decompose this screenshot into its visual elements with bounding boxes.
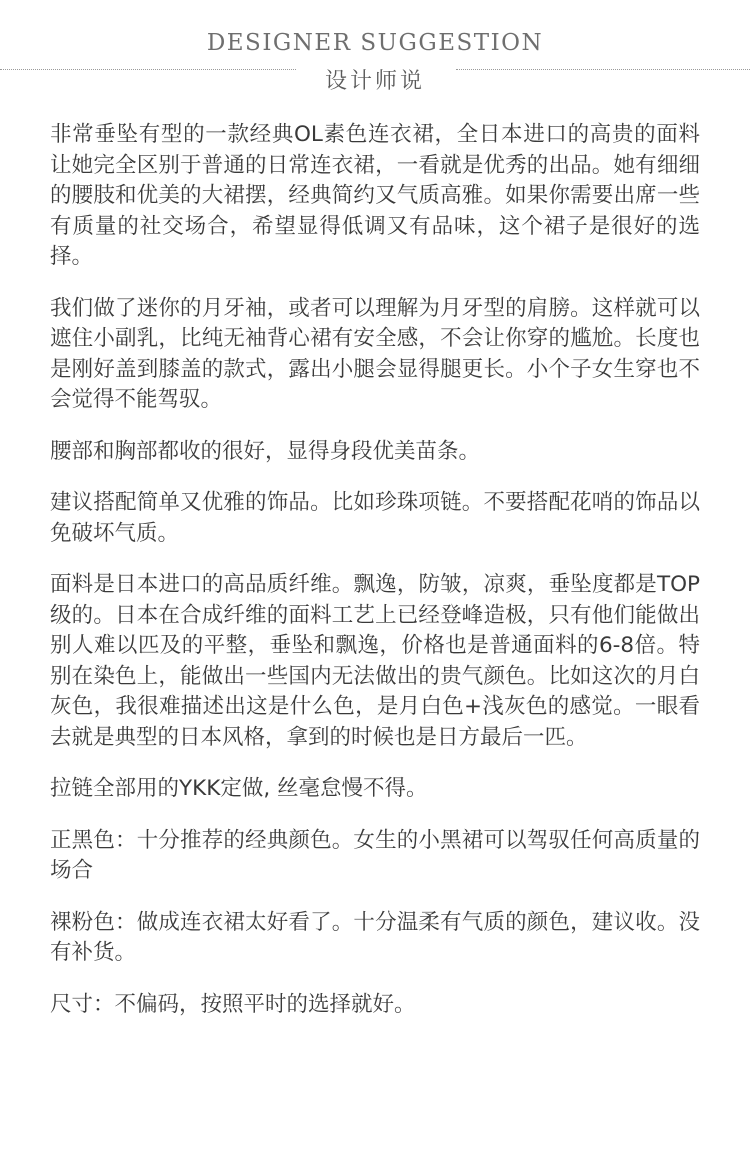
paragraph-color-black: 正黑色：十分推荐的经典颜色。女生的小黑裙可以驾驭任何高质量的场合 xyxy=(50,827,700,883)
paragraph-zipper: 拉链全部用的YKK定做, 丝毫怠慢不得。 xyxy=(50,776,428,801)
paragraph-sizing: 尺寸：不偏码，按照平时的选择就好。 xyxy=(50,991,416,1017)
paragraph-color-pink: 裸粉色：做成连衣裙太好看了。十分温柔有气质的颜色，建议收。没有补货。 xyxy=(50,909,700,965)
paragraph-intro: 非常垂坠有型的一款经典OL素色连衣裙，全日本进口的高贵的面料让她完全区别于普通的日常连衣裙，一看就是优秀的出品。她有细细的腰肢和优美的大裙摆，经典简约又气质高雅。如果你需要出席一些有质量的社交场合，希望显得低调又有品味，这个裙子是很好的选择。 xyxy=(50,122,700,269)
section-header xyxy=(0,0,750,110)
paragraph-waist: 腰部和胸部都收的很好，显得身段优美苗条。 xyxy=(50,438,481,464)
paragraph-fabric: 面料是日本进口的高品质纤维。飘逸，防皱，凉爽，垂坠度都是TOP级的。日本在合成纤维的面料工艺上已经登峰造极，只有他们能做出别人难以匹及的平整，垂坠和飘逸，价格也是普通面料的6-8倍。特别在染色上，能做出一些国内无法做出的贵气颜色。比如这次的月白灰色，我很难描述出这是什么色，是月白色+浅灰色的感觉。一眼看去就是典型的日本风格，拿到的时候也是日方最后一匹。 xyxy=(50,572,700,750)
header-title-en: DESIGNER SUGGESTION xyxy=(206,30,544,56)
header-title-cn: 设计师说 xyxy=(324,69,425,94)
paragraph-accessories: 建议搭配简单又优雅的饰品。比如珍珠项链。不要搭配花哨的饰品以免破坏气质。 xyxy=(50,490,700,546)
paragraph-sleeves: 我们做了迷你的月牙袖，或者可以理解为月牙型的肩膀。这样就可以遮住小副乳，比纯无袖背心裙有安全感，不会让你穿的尴尬。长度也是刚好盖到膝盖的款式，露出小腿会显得腿更长。小个子女生穿也不会觉得不能驾驭。 xyxy=(50,295,700,412)
description-body xyxy=(50,120,700,1041)
